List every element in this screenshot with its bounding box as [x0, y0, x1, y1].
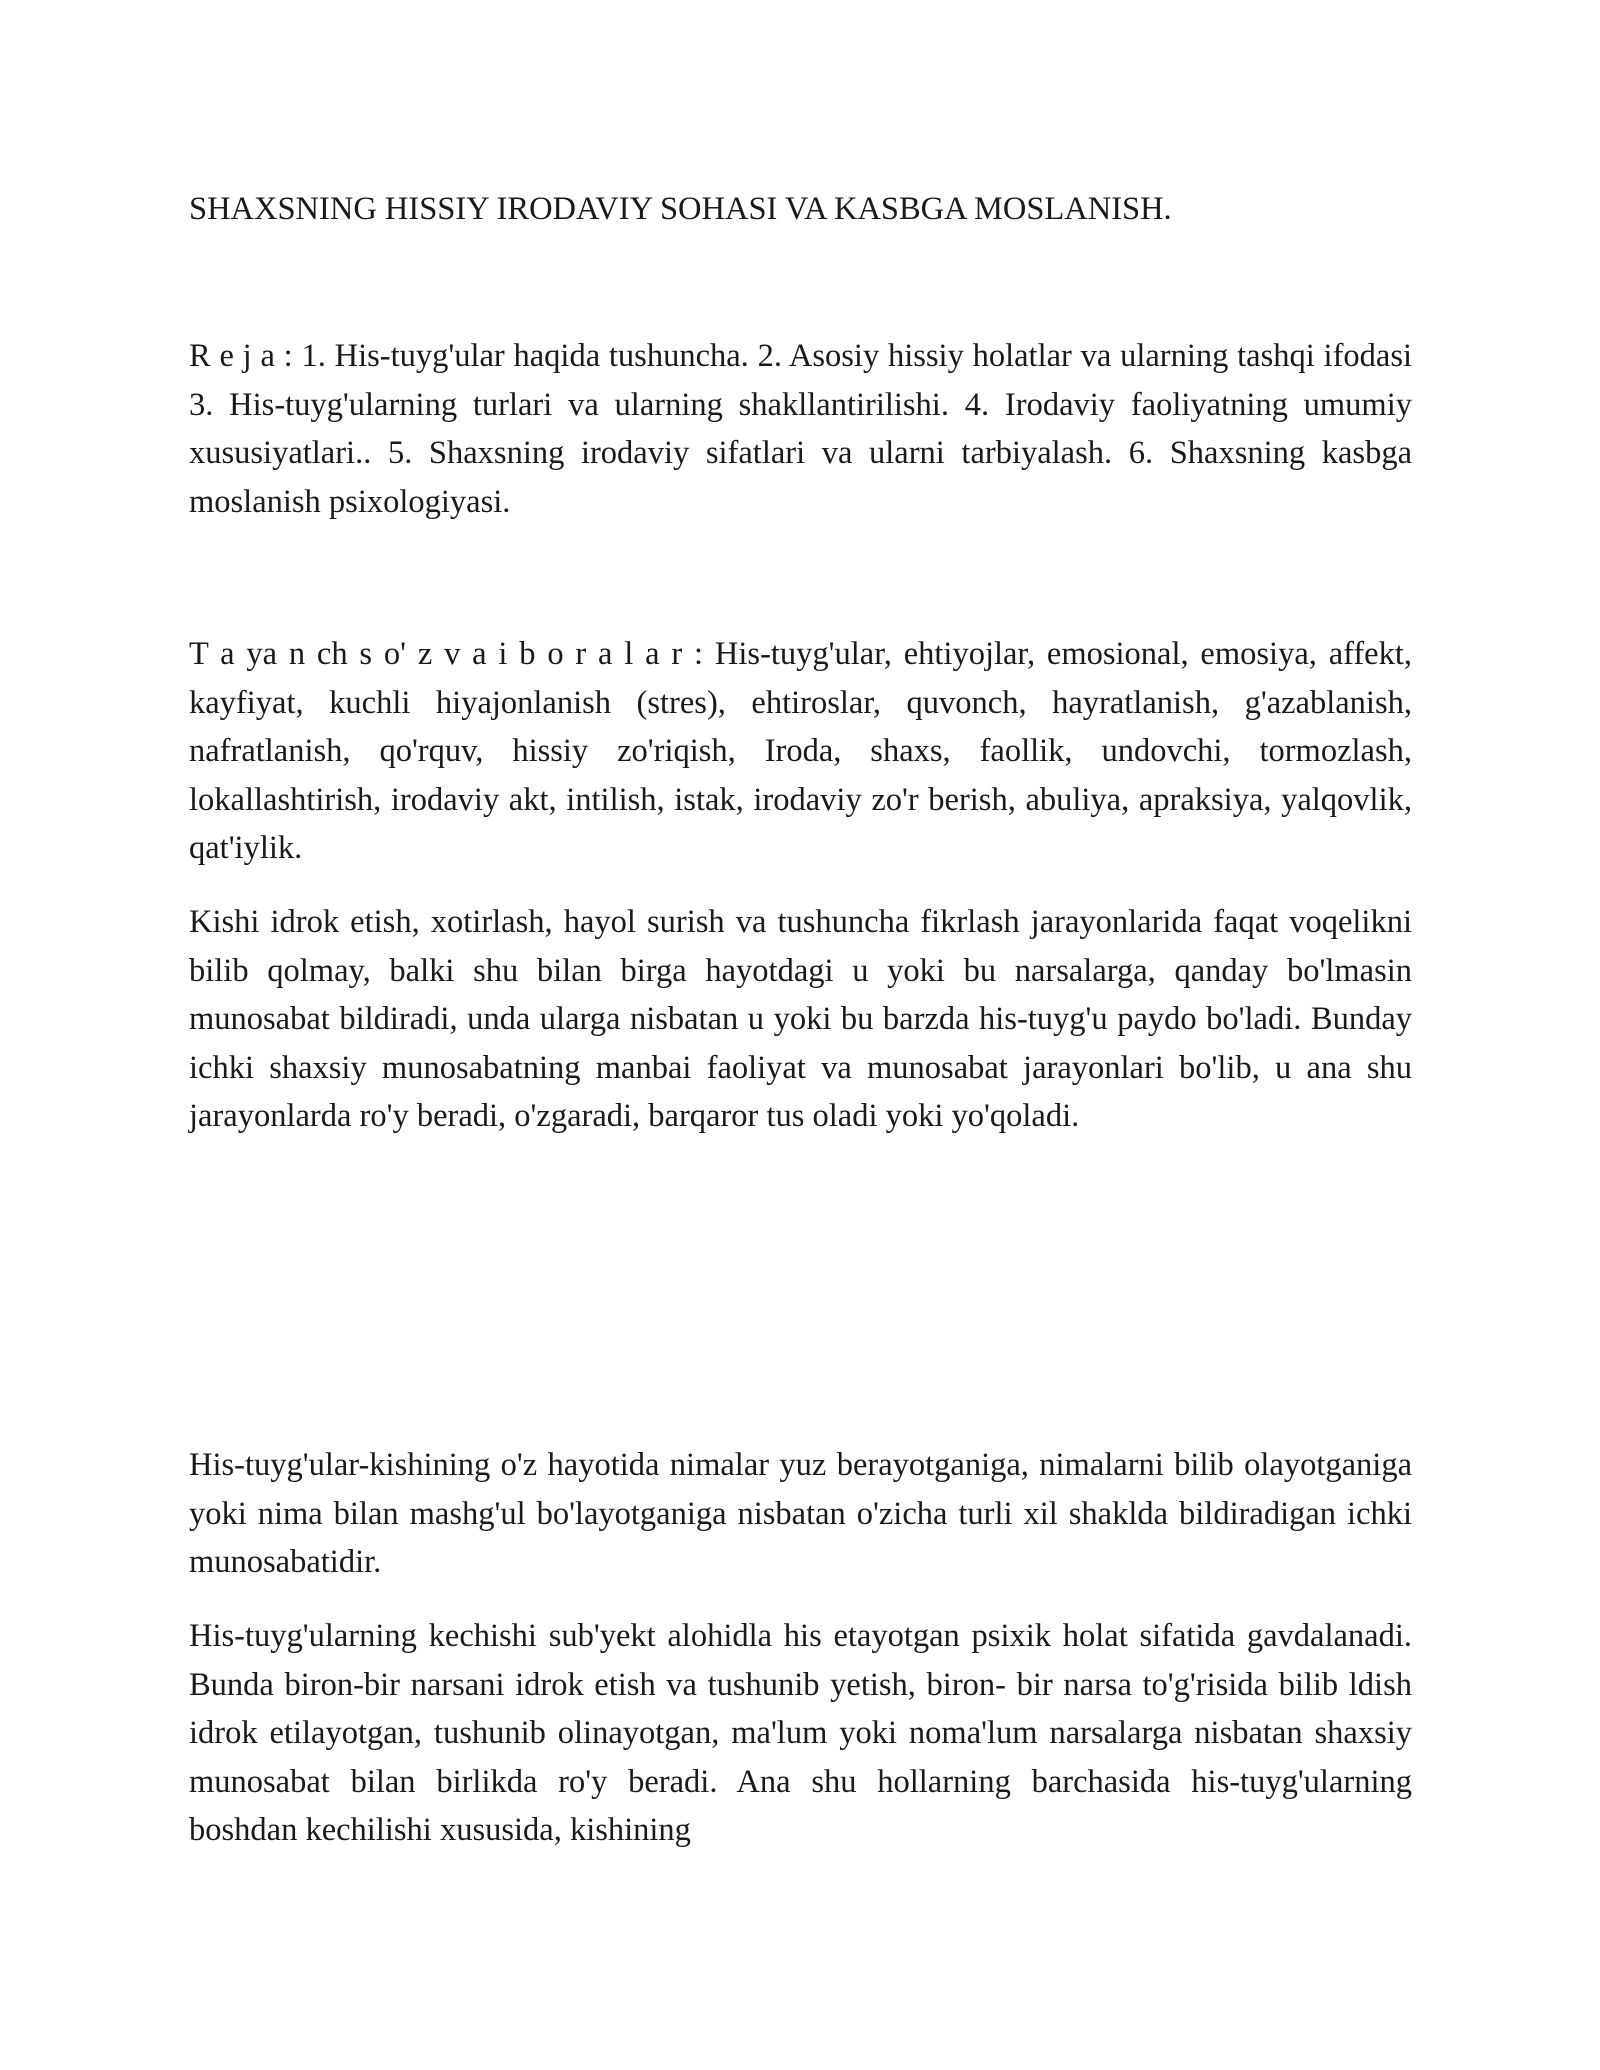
body-paragraph-1: Kishi idrok etish, xotirlash, hayol surish va tushuncha fikrlash jarayonlarida faqat voqelikni bilib qolmay, balki shu bilan birga hayotdagi u yoki bu narsalarga, qanday bo'lmasin munosabat bildiradi, unda ularga nisbatan u yoki bu barzda his-tuyg'u paydo bo'ladi. Bunday ichki shaxsiy munosabatning manbai faoliyat va munosabat jarayonlari bo'lib, u ana shu jarayonlarda ro'y beradi, o'zgaradi, barqaror tus oladi yoki yo'qoladi.: [189, 904, 1412, 1135]
keywords-label: T a ya n ch s o' z v a i b o r a l a r :: [189, 636, 704, 672]
plan-paragraph: [189, 332, 1412, 526]
keywords-text: His-tuyg'ular, ehtiyojlar, emosional, emosiya, affekt, kayfiyat, kuchli hiyajonlanish (stres), ehtiroslar, quvonch, hayratlanish, g'azablanish, nafratlanish, qo'rquv, hissiy zo'riqish, Iroda, shaxs, faollik, undovchi, tormozlash, lokallashtirish, irodaviy akt, intilish, istak, irodaviy zo'r berish, abuliya, apraksiya, yalqovlik, qat'iylik.: [189, 636, 1413, 867]
body-paragraph-2: His-tuyg'ular-kishining o'z hayotida nimalar yuz berayotganiga, nimalarni bilib olayotganiga yoki nima bilan mashg'ul bo'layotganiga nisbatan o'zicha turli xil shaklda bildiradigan ichki munosabatidir.: [189, 1447, 1412, 1581]
document-title: SHAXSNING HISSIY IRODAVIY SOHASI VA KASBGA MOSLANISH.: [189, 191, 1172, 227]
plan-text: 1. His-tuyg'ular haqida tushuncha. 2. Asosiy hissiy holatlar va ularning tashqi ifodasi 3. His-tuyg'ularning turlari va ularning shakllantirilishi. 4. Irodaviy faoliyatning umumiy xususiyatlari.. 5. Shaxsning irodaviy sifatlari va ularni tarbiyalash. 6. Shaxsning kasbga moslanish psixologiyasi.: [189, 338, 1413, 520]
keywords-paragraph: [189, 630, 1412, 873]
body-paragraph-3: His-tuyg'ularning kechishi sub'yekt alohidla his etayotgan psixik holat sifatida gavdalanadi. Bunda biron-bir narsani idrok etish va tushunib yetish, biron- bir narsa to'g'risida bilib ldish idrok etilayotgan, tushunib olinayotgan, ma'lum yoki noma'lum narsalarga nisbatan shaxsiy munosabat bilan birlikda ro'y beradi. Ana shu hollarning barchasida his-tuyg'ularning boshdan kechilishi xususida, kishining: [189, 1618, 1412, 1849]
plan-label: R e j a :: [189, 338, 293, 374]
